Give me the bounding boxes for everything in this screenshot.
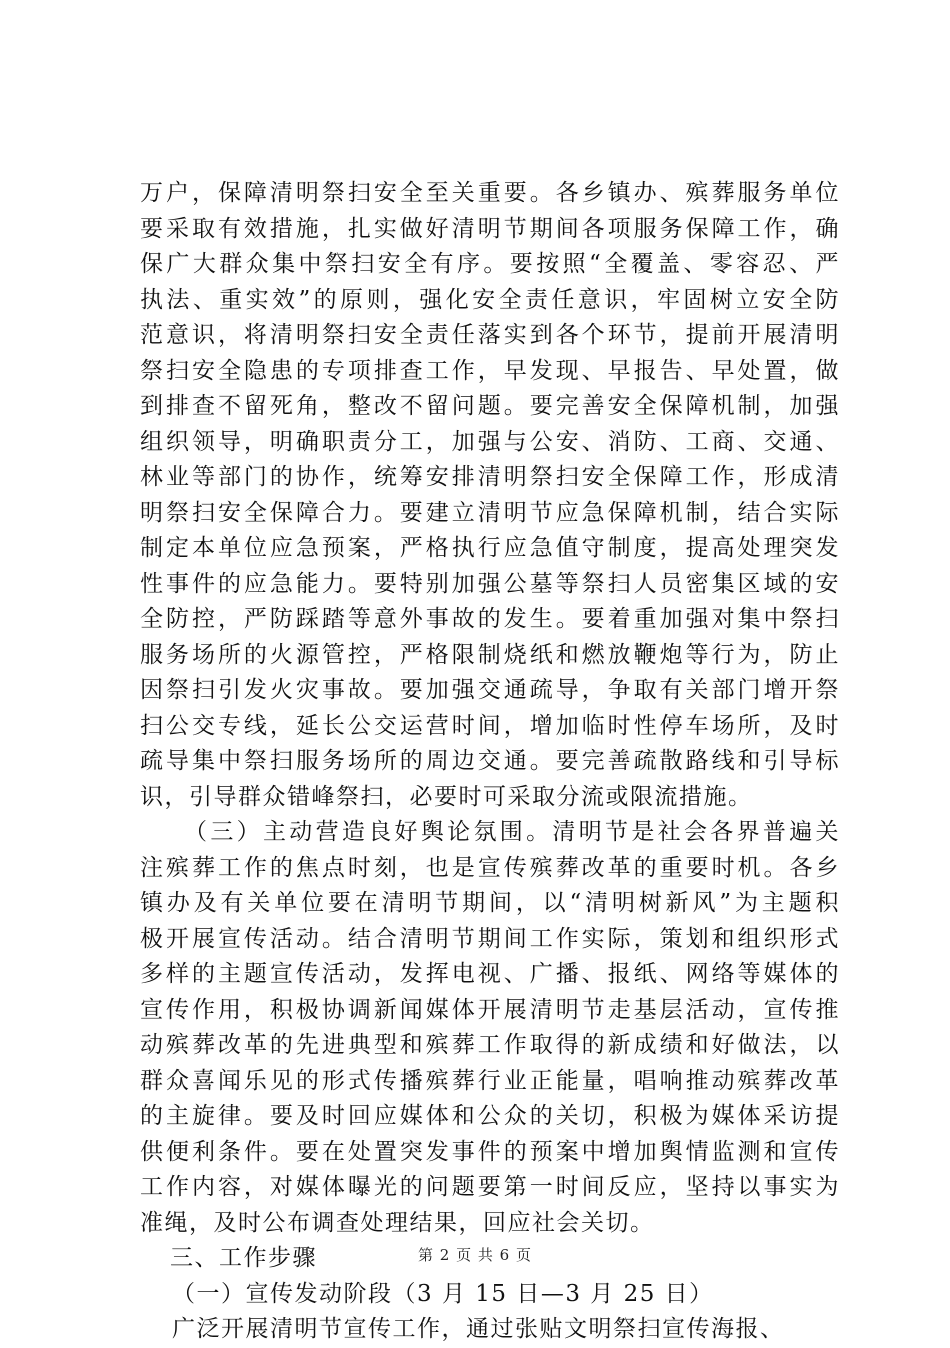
text-line: 扫公交专线，延长公交运营时间，增加临时性停车场所，及时 bbox=[140, 712, 840, 739]
text-line: 全防控，严防踩踏等意外事故的发生。要着重加强对集中祭扫 bbox=[140, 606, 840, 632]
text-line: 性事件的应急能力。要特别加强公墓等祭扫人员密集区域的安 bbox=[140, 570, 840, 597]
text-line: 镇办及有关单位要在清明节期间，以“清明树新风”为主题积 bbox=[140, 890, 840, 916]
text-line: 范意识，将清明祭扫安全责任落实到各个环节，提前开展清明 bbox=[140, 322, 840, 348]
text-line: 准绳，及时公布调查处理结果，回应社会关切。 bbox=[140, 1209, 655, 1236]
text-line: 服务场所的火源管控，严格限制烧纸和燃放鞭炮等行为，防止 bbox=[140, 641, 840, 668]
text-line: 组织领导，明确职责分工，加强与公安、消防、工商、交通、 bbox=[140, 428, 840, 455]
text-line: 识，引导群众错峰祭扫，必要时可采取分流或限流措施。 bbox=[140, 783, 753, 810]
text-line: 的主旋律。要及时回应媒体和公众的关切，积极为媒体采访提 bbox=[140, 1103, 840, 1129]
text-line: 动殡葬改革的先进典型和殡葬工作取得的新成绩和好做法，以 bbox=[140, 1032, 840, 1058]
text-line: 多样的主题宣传活动，发挥电视、广播、报纸、网络等媒体的 bbox=[140, 961, 840, 987]
text-line: 到排查不留死角，整改不留问题。要完善安全保障机制，加强 bbox=[140, 393, 840, 419]
text-line: 明祭扫安全保障合力。要建立清明节应急保障机制，结合实际 bbox=[140, 499, 840, 526]
text-line: 祭扫安全隐患的专项排查工作，早发现、早报告、早处置，做 bbox=[140, 357, 840, 384]
text-line: 保广大群众集中祭扫安全有序。要按照“全覆盖、零容忍、严 bbox=[140, 251, 840, 277]
document-body bbox=[140, 176, 840, 1348]
text-line: 极开展宣传活动。结合清明节期间工作实际，策划和组织形式 bbox=[140, 925, 840, 952]
text-line: 因祭扫引发火灾事故。要加强交通疏导，争取有关部门增开祭 bbox=[140, 677, 840, 703]
text-line: 要采取有效措施，扎实做好清明节期间各项服务保障工作，确 bbox=[140, 215, 840, 242]
page-number-footer: 第 2 页 共 6 页 bbox=[418, 1246, 532, 1264]
text-line: 广泛开展清明节宣传工作，通过张贴文明祭扫宣传海报、 bbox=[172, 1316, 785, 1342]
section-heading: 三、工作步骤 bbox=[170, 1245, 317, 1271]
text-line: 群众喜闻乐见的形式传播殡葬行业正能量，唱响推动殡葬改革 bbox=[140, 1067, 840, 1094]
text-line: 林业等部门的协作，统筹安排清明祭扫安全保障工作，形成清 bbox=[140, 464, 840, 490]
text-line: 宣传作用，积极协调新闻媒体开展清明节走基层活动，宣传推 bbox=[140, 996, 840, 1023]
subsection-heading: （一）宣传发动阶段（3 月 15 日—3 月 25 日） bbox=[172, 1280, 714, 1307]
text-line: 万户，保障清明祭扫安全至关重要。各乡镇办、殡葬服务单位 bbox=[140, 180, 840, 206]
text-line: 供便利条件。要在处置突发事件的预案中增加舆情监测和宣传 bbox=[140, 1138, 840, 1165]
text-line: 工作内容，对媒体曝光的问题要第一时间反应，坚持以事实为 bbox=[140, 1174, 840, 1200]
text-line: 疏导集中祭扫服务场所的周边交通。要完善疏散路线和引导标 bbox=[140, 748, 840, 774]
section-heading-line: （三）主动营造良好舆论氛围。清明节是社会各界普遍关 bbox=[184, 819, 840, 845]
text-line: 制定本单位应急预案，严格执行应急值守制度，提高处理突发 bbox=[140, 535, 840, 561]
text-line: 注殡葬工作的焦点时刻，也是宣传殡葬改革的重要时机。各乡 bbox=[140, 854, 840, 881]
text-line: 执法、重实效”的原则，强化安全责任意识，牢固树立安全防 bbox=[140, 286, 840, 313]
